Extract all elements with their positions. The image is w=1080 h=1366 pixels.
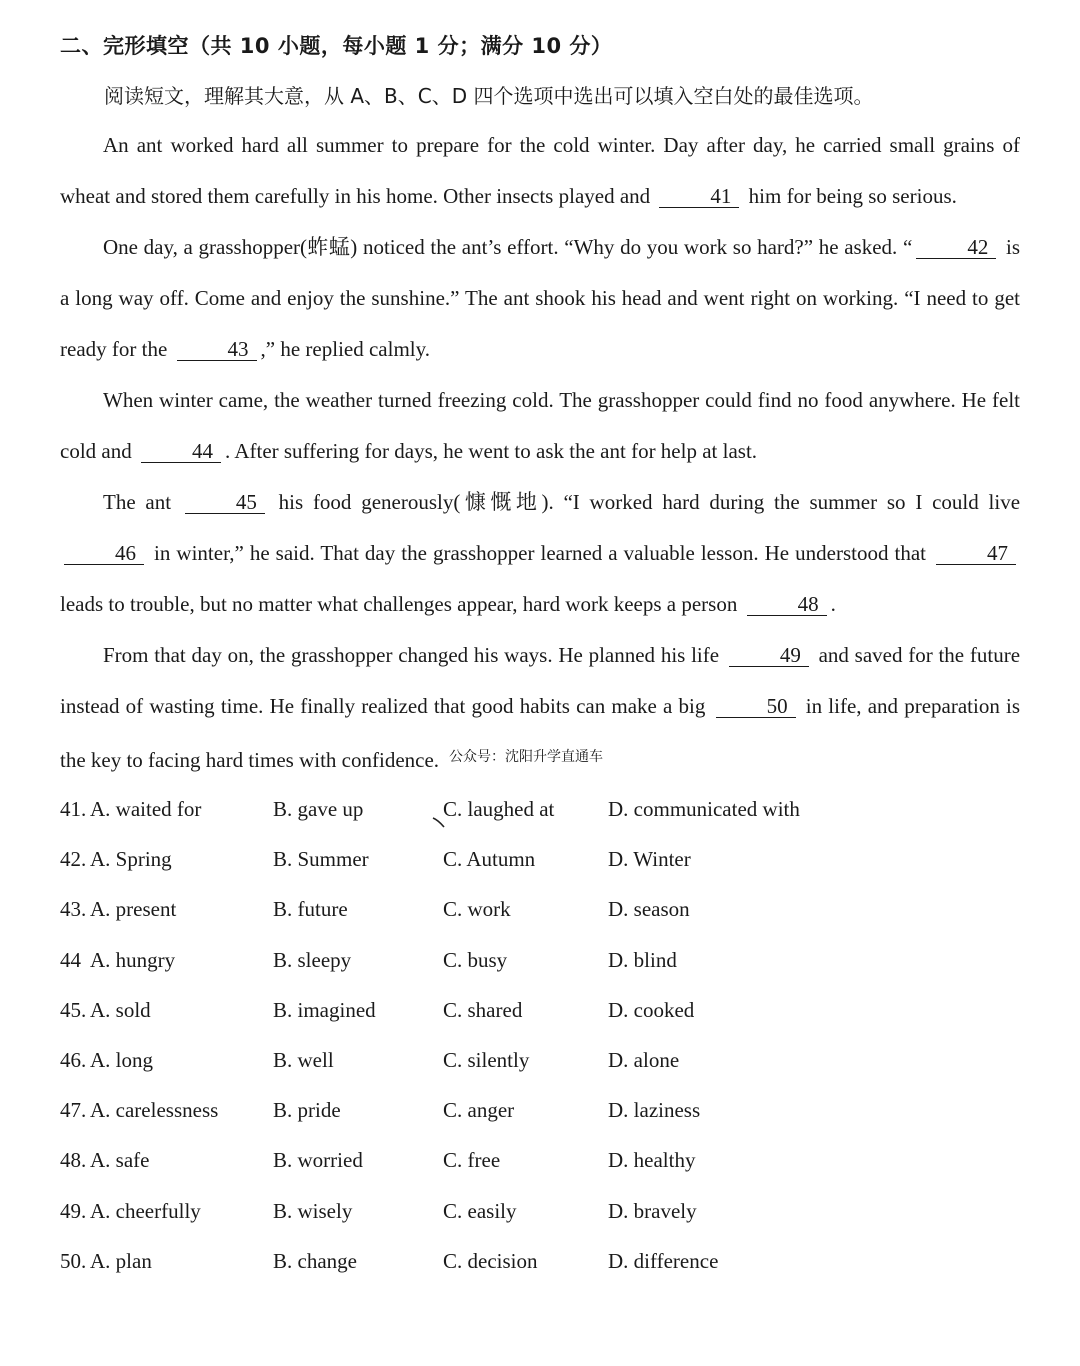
passage-paragraph-1 (60, 120, 1020, 222)
option-row (60, 884, 820, 934)
option-c: C. anger (443, 1098, 515, 1123)
option-row (60, 1035, 820, 1085)
passage-text: in winter,” he said. That day the grasshopper learned a valuable lesson. He understood that (154, 541, 926, 565)
passage-paragraph-2 (60, 222, 1020, 375)
option-b: B. gave up (273, 797, 364, 821)
answer-blank: 46 (64, 542, 144, 565)
option-c: C. silently (443, 1047, 530, 1072)
passage-text: and saved for the future instead of wasting time. He finally realized that good habits can make a big (60, 643, 1021, 718)
question-number: 50. (60, 1248, 87, 1273)
option-a: A. waited for (90, 797, 202, 821)
option-b: B. Summer (273, 847, 369, 872)
option-d: D. bravely (608, 1198, 697, 1223)
option-d: D. blind (608, 947, 677, 972)
passage-paragraph-3 (60, 375, 1020, 477)
answer-blank: 45 (185, 491, 265, 514)
passage-paragraph-4 (60, 477, 1020, 630)
passage-text: . After suffering for days, he went to ask the ant for help at last. (224, 439, 758, 463)
passage-text: is a long way off. Come and enjoy the sunshine.” The ant shook his head and went right on working. “I need to get ready for the (60, 235, 1021, 361)
option-d: D. alone (608, 1047, 680, 1072)
option-c: C. busy (443, 947, 508, 972)
option-b: B. well (273, 1047, 334, 1072)
option-c: C. shared (443, 997, 523, 1022)
option-a: A. Spring (90, 847, 172, 872)
option-b: B. imagined (273, 997, 376, 1022)
option-a: A. long (90, 1047, 153, 1072)
option-b: B. sleepy (273, 947, 352, 972)
question-number: 43. (60, 897, 87, 922)
answer-blank: 49 (729, 644, 809, 667)
passage-text: leads to trouble, but no matter what challenges appear, hard work keeps a person (60, 592, 738, 616)
passage-text: An ant worked hard all summer to prepare for the cold winter. Day after day, he carried small grains of wheat and stored them carefully in his home. Other insects played and (60, 133, 1020, 208)
option-c: C. Autumn (443, 847, 536, 872)
option-c: C. easily (443, 1198, 517, 1223)
option-row (60, 985, 820, 1035)
option-d: D. season (608, 897, 690, 922)
option-row (60, 1135, 820, 1185)
answer-blank: 48 (747, 593, 827, 616)
option-row (60, 1085, 820, 1135)
option-b: B. worried (273, 1148, 363, 1173)
option-a: A. sold (90, 997, 151, 1022)
answer-blank: 50 (716, 695, 796, 718)
option-a: A. safe (90, 1148, 150, 1173)
question-number: 46. (60, 1047, 87, 1072)
passage-text: ,” he replied calmly. (260, 337, 431, 361)
passage-paragraph-5 (60, 630, 1020, 786)
cloze-passage (60, 120, 1020, 786)
passage-text: . (830, 592, 836, 616)
option-b: B. future (273, 897, 348, 922)
option-d: D. communicated with (608, 797, 800, 821)
option-row (60, 1186, 820, 1236)
option-row (60, 935, 820, 985)
option-b: B. pride (273, 1098, 341, 1123)
option-c: C. decision (443, 1248, 538, 1273)
option-d: D. healthy (608, 1148, 696, 1173)
option-c: C. work (443, 897, 511, 922)
question-number: 45. (60, 997, 87, 1022)
option-d: D. cooked (608, 997, 695, 1022)
option-c: C. free (443, 1148, 501, 1173)
option-d: D. difference (608, 1248, 719, 1273)
answer-blank: 42 (916, 236, 996, 259)
question-number: 49. (60, 1198, 87, 1223)
question-number: 48. (60, 1148, 87, 1173)
section-heading: 二、完形填空（共 10 小题，每小题 1 分；满分 10 分） (60, 34, 613, 58)
option-c: C. laughed at (443, 797, 555, 821)
option-b: B. change (273, 1248, 357, 1273)
passage-text: The ant (103, 490, 172, 514)
pen-tick-mark (432, 816, 446, 828)
passage-text: One day, a grasshopper(蚱蜢) noticed the ant’s effort. “Why do you work so hard?” he asked. “ (103, 235, 913, 259)
option-row (60, 834, 820, 884)
passage-text: When winter came, the weather turned freezing cold. The grasshopper could find no food anywhere. He felt cold and (60, 388, 1020, 463)
passage-text: in life, and preparation is the key to facing hard times with confidence. (60, 694, 1021, 772)
option-a: A. carelessness (90, 1098, 219, 1123)
answer-options (60, 784, 820, 1286)
passage-text: him for being so serious. (748, 184, 957, 208)
option-a: A. present (90, 897, 177, 922)
passage-text: From that day on, the grasshopper changed his ways. He planned his life (103, 643, 720, 667)
answer-blank: 44 (141, 440, 221, 463)
answer-blank: 43 (177, 338, 257, 361)
question-number: 47. (60, 1098, 87, 1123)
question-number: 41. (60, 797, 87, 821)
passage-text: his food generously(慷慨地). “I worked hard during the summer so I could live (278, 490, 1021, 514)
question-number: 42. (60, 847, 87, 872)
option-row (60, 1236, 820, 1286)
option-b: B. wisely (273, 1198, 353, 1223)
option-a: A. plan (90, 1248, 152, 1273)
option-d: D. Winter (608, 847, 691, 872)
answer-blank: 47 (936, 542, 1016, 565)
answer-blank: 41 (659, 185, 739, 208)
source-note: 公众号：沈阳升学直通车 (449, 749, 604, 765)
option-a: A. hungry (90, 947, 176, 972)
option-a: A. cheerfully (90, 1198, 201, 1223)
option-d: D. laziness (608, 1098, 701, 1123)
section-instruction: 阅读短文，理解其大意，从 A、B、C、D 四个选项中选出可以填入空白处的最佳选项。 (104, 84, 874, 108)
question-number: 44 (60, 947, 81, 972)
